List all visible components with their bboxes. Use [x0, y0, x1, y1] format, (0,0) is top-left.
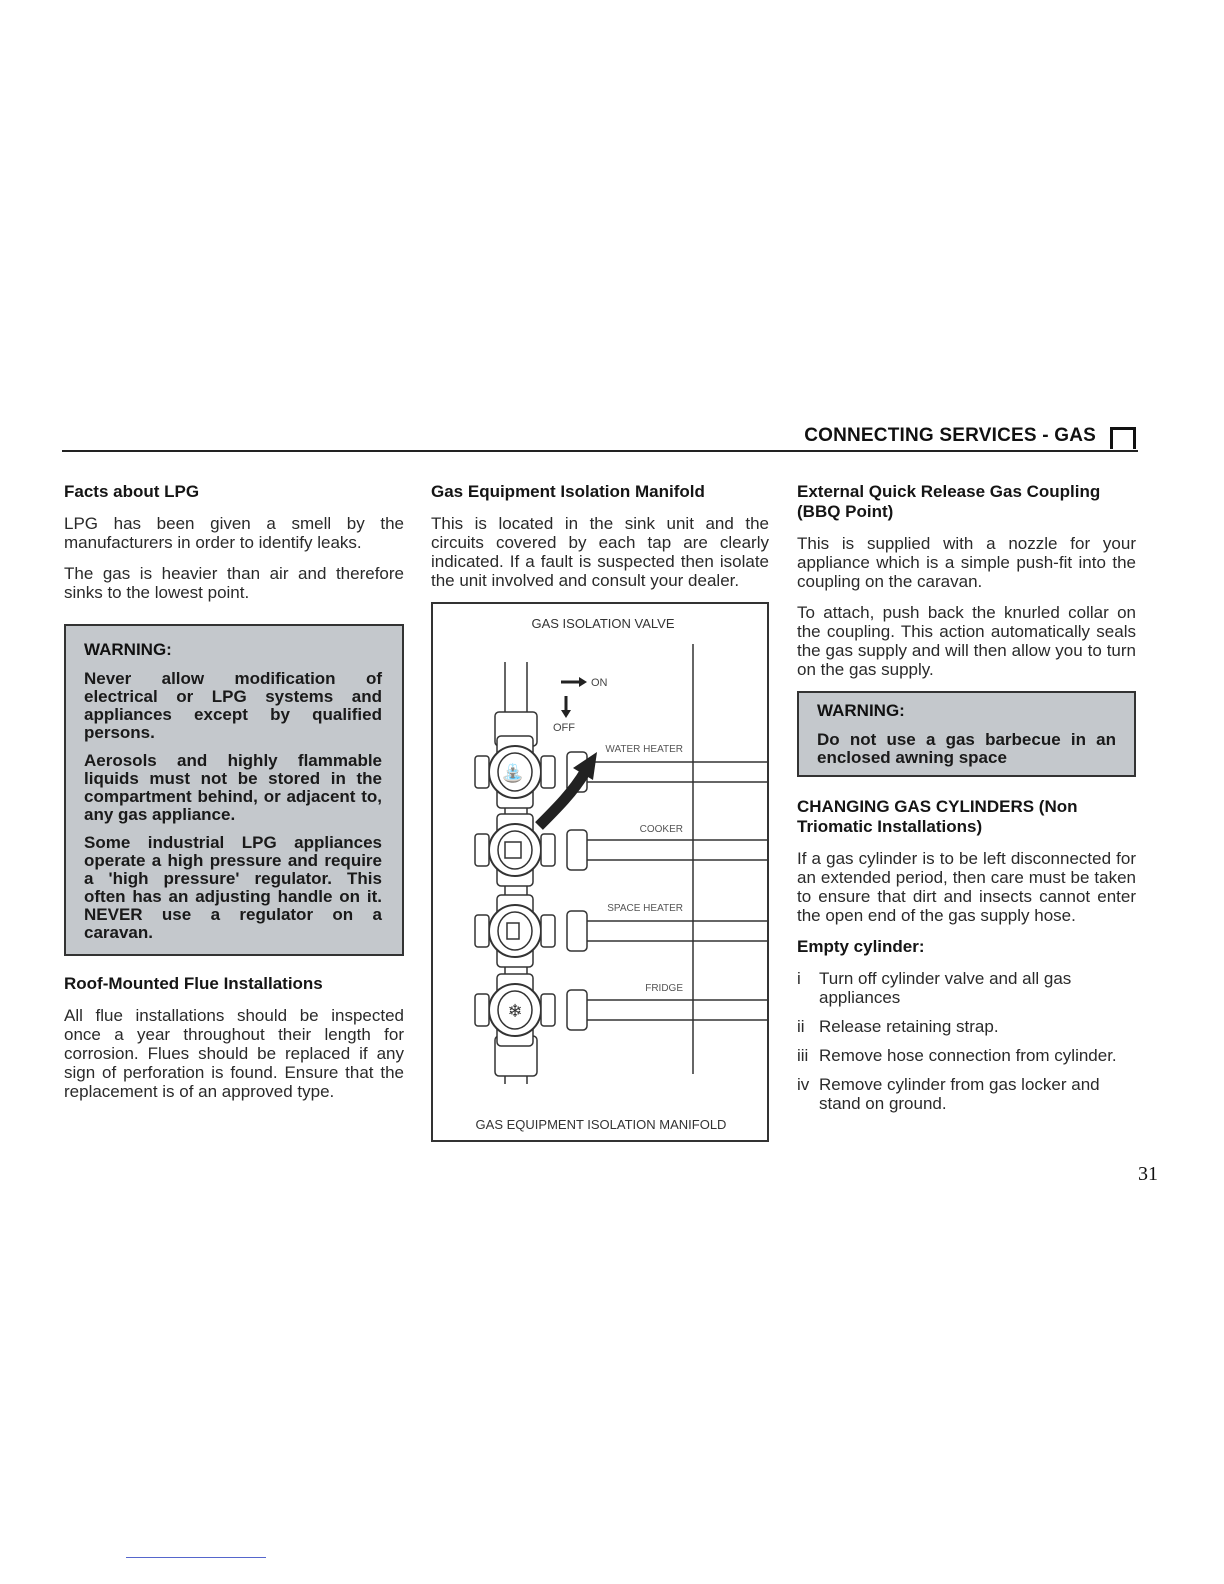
tap-icon: ⛲ [501, 763, 525, 783]
column-left [64, 482, 404, 1113]
list-item: i Turn off cylinder valve and all gas appliances [797, 969, 1072, 1007]
column-right [797, 482, 1136, 1123]
warning-box-lpg [64, 624, 404, 956]
warning-title: WARNING: [84, 640, 172, 659]
cylinders-heading: CHANGING GAS CYLINDERS (Non Triomatic Installations) [797, 797, 1078, 836]
on-arrow-icon [561, 677, 587, 687]
diagram-caption: GAS EQUIPMENT ISOLATION MANIFOLD [475, 1117, 727, 1132]
cylinder-steps-list [797, 969, 1136, 1113]
flue-heading: Roof-Mounted Flue Installations [64, 974, 323, 993]
manifold-diagram [431, 602, 769, 1142]
valve-cooker[interactable] [475, 814, 767, 886]
label-space-heater: SPACE HEATER [607, 903, 683, 914]
warning-title: WARNING: [817, 701, 905, 720]
section-marker-icon [1110, 427, 1136, 449]
column-middle [431, 482, 769, 1142]
empty-cylinder-heading: Empty cylinder: [797, 937, 925, 956]
list-item: ii Release retaining strap. [797, 1017, 999, 1036]
facts-heading: Facts about LPG [64, 482, 200, 501]
section-title: CONNECTING SERVICES - GAS [804, 425, 1096, 446]
warning-paragraph: Do not use a gas barbecue in an enclosed awning space [817, 730, 1116, 767]
page-header [62, 424, 1138, 452]
warning-paragraph-2: Aerosols and highly flammable liquids must not be stored in the compartment behind, or adjacent to, any gas appliance. [84, 751, 382, 824]
label-cooker: COOKER [639, 824, 683, 835]
list-item: iv Remove cylinder from gas locker and stand on ground. [797, 1075, 1100, 1113]
page-number: 31 [1138, 1163, 1158, 1185]
facts-paragraph-2: The gas is heavier than air and therefore sinks to the lowest point. [64, 564, 404, 602]
manifold-diagram-drawing [433, 604, 767, 1140]
facts-paragraph-1: LPG has been given a smell by the manufacturers in order to identify leaks. [64, 514, 404, 552]
coupling-paragraph-1: This is supplied with a nozzle for your appliance which is a simple push-fit into the coupling on the caravan. [797, 534, 1136, 591]
on-label: ON [591, 677, 608, 689]
manifold-paragraph: This is located in the sink unit and the circuits covered by each tap are clearly indicated. If a fault is suspected then isolate the unit involved and consult your dealer. [431, 514, 769, 590]
snowflake-icon: ❄ [507, 1001, 523, 1021]
off-label: OFF [553, 722, 575, 734]
diagram-title: GAS ISOLATION VALVE [531, 616, 675, 631]
warning-box-barbecue [797, 691, 1136, 777]
warning-paragraph-1: Never allow modification of electrical or LPG systems and appliances except by qualified persons. [84, 669, 382, 742]
label-fridge: FRIDGE [645, 983, 683, 994]
cylinders-paragraph: If a gas cylinder is to be left disconnected for an extended period, then care must be taken to ensure that dirt and insects cannot enter the open end of the gas supply hose. [797, 849, 1136, 925]
warning-paragraph-3: Some industrial LPG appliances operate a high pressure and require a 'high pressure' regulator. This often has an adjusting handle on it. NEVER use a regulator on a caravan. [84, 833, 382, 942]
flue-paragraph: All flue installations should be inspected once a year throughout their length for corrosion. Flues should be replaced if any sign of perforation is found. Ensure that the replacement is of an approved type. [64, 1006, 404, 1101]
coupling-heading: External Quick Release Gas Coupling (BBQ Point) [797, 482, 1101, 521]
manifold-heading: Gas Equipment Isolation Manifold [431, 482, 705, 501]
list-item: iii Remove hose connection from cylinder. [797, 1046, 1117, 1065]
footer-rule [126, 1557, 266, 1558]
coupling-paragraph-2: To attach, push back the knurled collar on the coupling. This action automatically seals the gas supply and will then allow you to turn on the gas supply. [797, 603, 1136, 679]
off-arrow-icon [561, 696, 571, 718]
label-water-heater: WATER HEATER [605, 744, 683, 755]
